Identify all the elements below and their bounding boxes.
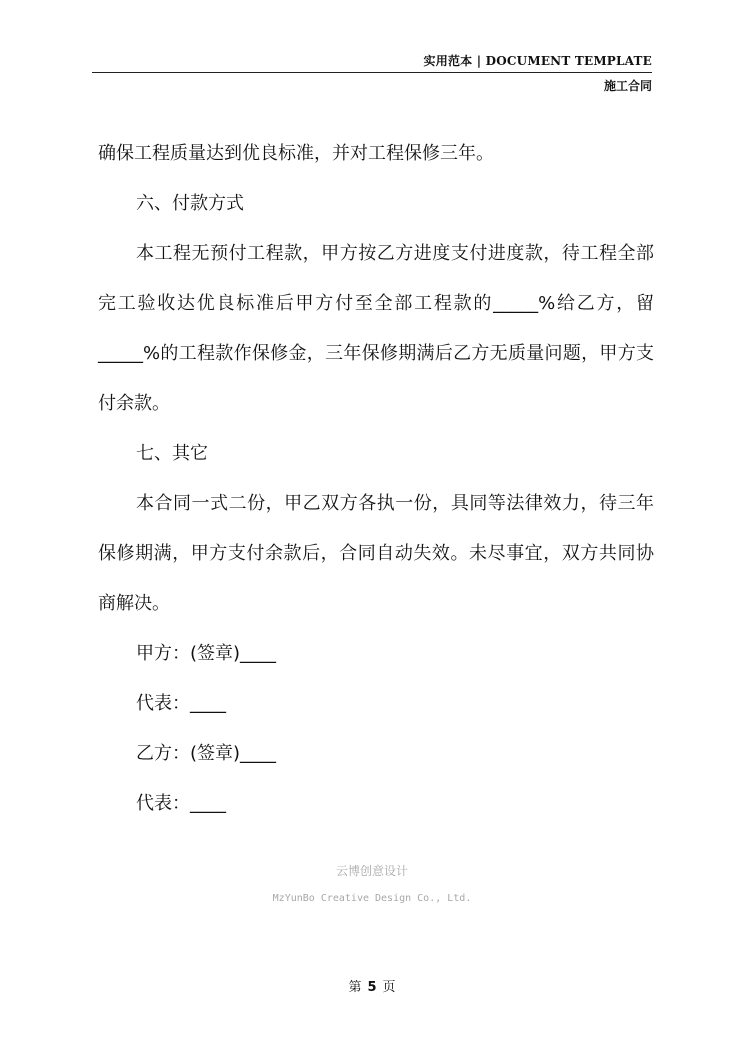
section-heading-payment: 六、付款方式: [136, 193, 244, 214]
signature-party-a: 甲方：(签章)____: [136, 643, 277, 664]
header-divider: [92, 72, 652, 73]
signature-party-a-representative: 代表：____: [136, 693, 226, 714]
paragraph-continuation: 确保工程质量达到优良标准，并对工程保修三年。: [98, 143, 494, 164]
page-number-value: 5: [367, 980, 377, 995]
paragraph-payment-terms: 本工程无预付工程款，甲方按乙方进度支付进度款，待工程全部完工验收达优良标准后甲方付至全部工程款的_____%给乙方，留_____%的工程款作保修金，三年保修期满后乙方无质量问题，甲方支付余款。: [98, 243, 654, 414]
section-heading-other: 七、其它: [136, 443, 208, 464]
page-number-prefix: 第: [348, 980, 362, 995]
signature-party-b-representative: 代表：____: [136, 793, 226, 814]
signature-party-b: 乙方：(签章)____: [136, 743, 277, 764]
footer-company-name-cn: 云博创意设计: [335, 864, 408, 878]
document-body: [98, 129, 654, 829]
page-number: [0, 976, 744, 995]
header-document-type: 施工合同: [603, 79, 652, 93]
paragraph-other-terms: 本合同一式二份，甲乙双方各执一份，具同等法律效力，待三年保修期满，甲方支付余款后，合同自动失效。未尽事宜，双方共同协商解决。: [98, 493, 654, 614]
footer-company-name-en: MzYunBo Creative Design Co., Ltd.: [272, 893, 472, 904]
header-template-label: 实用范本 | DOCUMENT TEMPLATE: [423, 54, 652, 68]
page-number-suffix: 页: [382, 980, 396, 995]
